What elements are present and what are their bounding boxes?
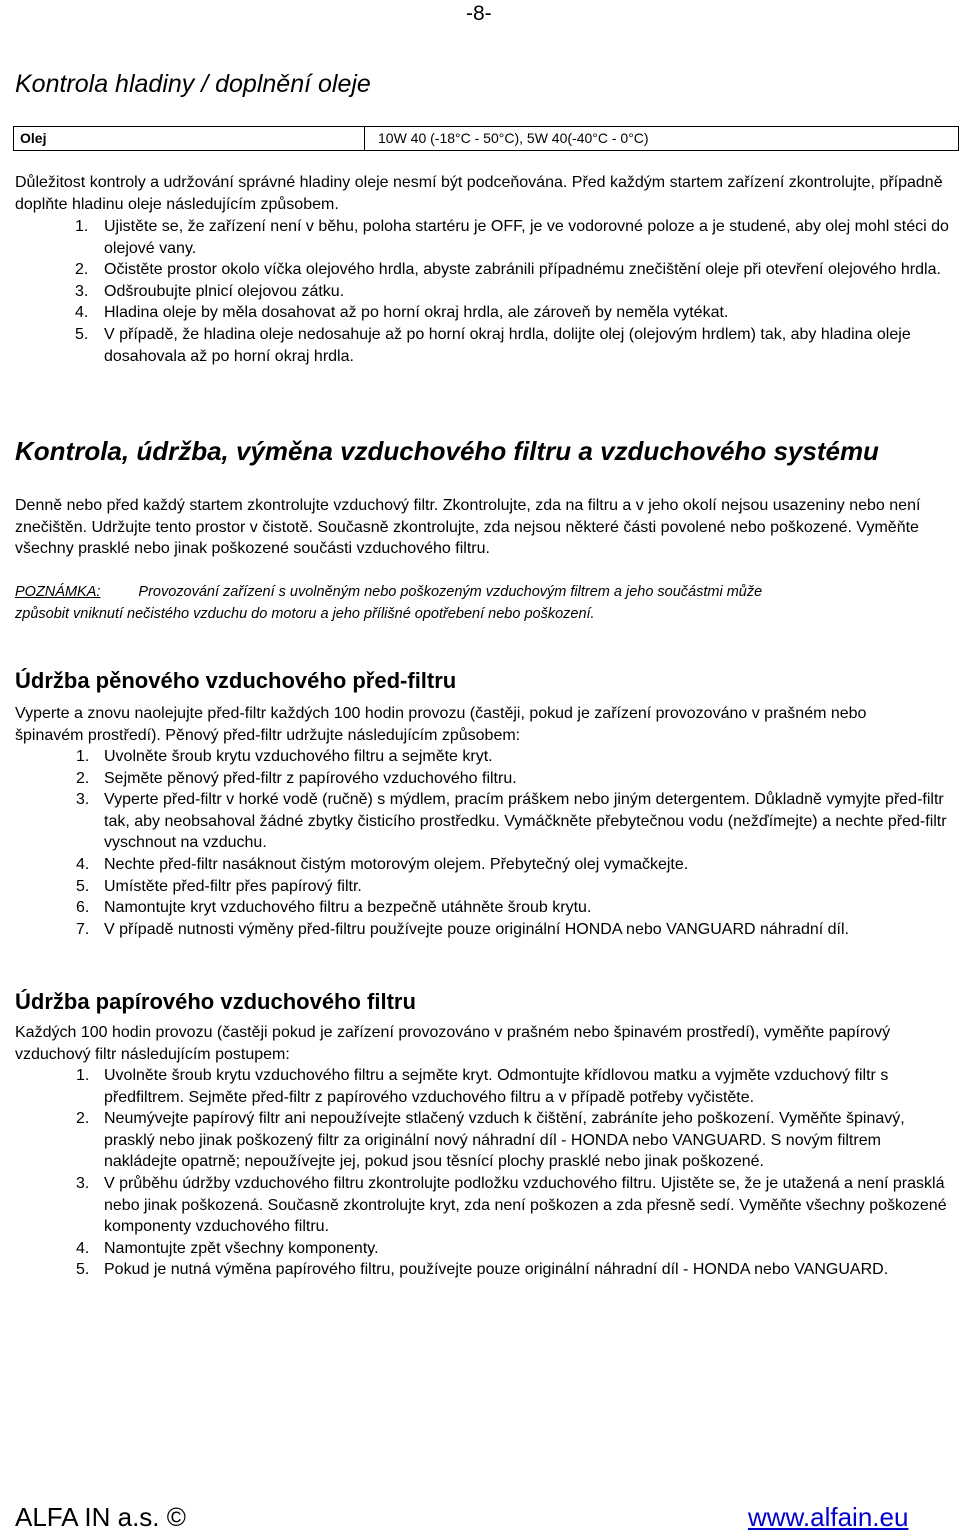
list-item	[0, 1108, 955, 1173]
list-item	[0, 919, 950, 941]
list-item-number: 4.	[76, 1239, 90, 1257]
list-item-text: Neumývejte papírový filtr ani nepoužívejte stlačený vzduch k čištění, zabráníte jeho poškození. Vyměňte špinavý, prasklý nebo jinak poškozený filtr za originální nový náhradní díl - HONDA nebo VANGUARD. S novým filtrem nakládejte opatrně; nepoužívejte jej, pokud jsou těsnící plochy prasklé nebo jinak poškozené.	[104, 1110, 905, 1171]
air-note	[15, 582, 950, 625]
list-item	[0, 1259, 955, 1281]
list-item	[0, 281, 955, 303]
list-item	[0, 854, 950, 876]
air-section-title: Kontrola, údržba, výměna vzduchového filtru a vzduchového systému	[15, 436, 879, 466]
list-item	[0, 1173, 955, 1238]
paper-section-title: Údržba papírového vzduchového filtru	[15, 989, 416, 1014]
list-item-text: V případě, že hladina oleje nedosahuje až po horní okraj hrdla, dolijte olej (olejovým hrdlem) tak, aby hladina oleje dosahovala až po horní okraj hrdla.	[104, 325, 911, 365]
list-item-number: 4.	[75, 304, 89, 322]
oil-steps-list	[0, 216, 955, 367]
foam-intro: Vyperte a znovu naolejujte před-filtr každých 100 hodin provozu (častěji, pokud je zařízení provozováno v prašném nebo špinavém prostředí). Pěnový před-filtr udržujte následujícím způsobem:	[15, 705, 867, 744]
list-item-number: 6.	[76, 899, 90, 917]
list-item-text: Namontujte zpět všechny komponenty.	[104, 1239, 379, 1257]
list-item-text: Uvolněte šroub krytu vzduchového filtru a sejměte kryt. Odmontujte křídlovou matku a vyjměte vzduchový filtr s předfiltrem. Sejměte před-filtr z papírového vzduchového filtru a v případě potřeby vyčistěte.	[104, 1067, 889, 1106]
oil-spec-table	[13, 126, 959, 151]
paper-intro: Každých 100 hodin provozu (častěji pokud je zařízení provozováno v prašném nebo špinavém prostředí), vyměňte papírový vzduchový filtr následujícím postupem:	[15, 1024, 891, 1063]
list-item-text: Hladina oleje by měla dosahovat až po horní okraj hrdla, ale zároveň by neměla vytékat.	[104, 304, 729, 322]
list-item-text: Nechte před-filtr nasáknout čistým motorovým olejem. Přebytečný olej vymačkejte.	[104, 855, 689, 873]
list-item-number: 5.	[76, 1261, 90, 1279]
note-label: POZNÁMKA:	[15, 584, 101, 600]
oil-section-title: Kontrola hladiny / doplnění oleje	[15, 70, 371, 98]
list-item-text: Pokud je nutná výměna papírového filtru, používejte pouze originální náhradní díl - HONDA nebo VANGUARD.	[104, 1261, 889, 1279]
list-item-text: Namontujte kryt vzduchového filtru a bezpečně utáhněte šroub krytu.	[104, 899, 592, 917]
footer-website-link[interactable]: www.alfain.eu	[748, 1502, 909, 1532]
list-item	[0, 259, 955, 281]
list-item-number: 1.	[76, 1067, 90, 1084]
list-item	[0, 789, 950, 854]
list-item-text: V případě nutnosti výměny před-filtru používejte pouze originální HONDA nebo VANGUARD náhradní díl.	[104, 920, 849, 938]
list-item-number: 3.	[76, 791, 90, 809]
note-text: Provozování zařízení s uvolněným nebo poškozeným vzduchovým filtrem a jeho součástmi může	[138, 584, 763, 600]
list-item-text: Odšroubujte plnicí olejovou zátku.	[104, 282, 345, 300]
list-item	[0, 216, 955, 259]
list-item-number: 7.	[76, 920, 90, 938]
list-item-number: 1.	[76, 748, 90, 765]
page-number: -8-	[466, 2, 492, 25]
list-item-text: Sejměte pěnový před-filtr z papírového vzduchového filtru.	[104, 769, 517, 787]
list-item	[0, 746, 950, 768]
oil-spec-value: 10W 40 (-18°C - 50°C), 5W 40(-40°C - 0°C)	[378, 130, 649, 146]
list-item-text: Vyperte před-filtr v horké vodě (ručně) s mýdlem, pracím práškem nebo jiným detergentem. Důkladně vymyjte před-filtr tak, aby neobsahoval žádné zbytky čisticího prostředku. Vymáčkněte přebytečnou vodu (nežďímejte) a nechte před-filtr vyschnout na vzduchu.	[104, 791, 947, 852]
list-item-text: Očistěte prostor okolo víčka olejového hrdla, abyste zabránili případnému znečištění oleje při otevření olejového hrdla.	[104, 261, 941, 279]
list-item	[0, 1238, 955, 1260]
list-item-number: 2.	[76, 1110, 90, 1128]
list-item-text: Ujistěte se, že zařízení není v běhu, poloha startéru je OFF, je ve vodorovné poloze a je studené, aby olej mohl stéci do olejové vany.	[104, 218, 949, 257]
list-item-number: 2.	[76, 769, 90, 787]
list-item-number: 5.	[75, 325, 89, 343]
list-item-number: 2.	[75, 261, 89, 279]
list-item	[0, 1065, 955, 1108]
air-body: Denně nebo před každý startem zkontrolujte vzduchový filtr. Zkontrolujte, zda na filtru a v jeho okolí nejsou usazeniny nebo není znečištěn. Udržujte tento prostor v čistotě. Současně zkontrolujte, zda nejsou některé části povolené nebo poškozené. Vyměňte všechny prasklé nebo jinak poškozené součásti vzduchového filtru.	[15, 497, 921, 558]
list-item	[0, 897, 950, 919]
list-item	[0, 302, 955, 324]
list-item-number: 5.	[76, 877, 90, 895]
list-item	[0, 768, 950, 790]
list-item	[0, 876, 950, 898]
foam-section-title: Údržba pěnového vzduchového před-filtru	[15, 668, 457, 693]
list-item-number: 3.	[75, 282, 89, 300]
note-text-2: způsobit vniknutí nečistého vzduchu do motoru a jeho přílišné opotřebení nebo poškození.	[15, 605, 595, 622]
foam-steps-list	[0, 746, 950, 940]
oil-spec-divider	[364, 127, 365, 150]
footer-company: ALFA IN a.s. ©	[15, 1502, 186, 1532]
list-item-number: 3.	[76, 1174, 90, 1192]
paper-steps-list	[0, 1065, 955, 1281]
list-item-text: Umístěte před-filtr přes papírový filtr.	[104, 877, 362, 895]
list-item	[0, 324, 955, 367]
list-item-number: 1.	[75, 218, 89, 235]
oil-intro: Důležitost kontroly a udržování správné hladiny oleje nesmí být podceňována. Před každým startem zařízení zkontrolujte, případně doplňte hladinu oleje následujícím způsobem.	[15, 174, 943, 213]
list-item-number: 4.	[76, 855, 90, 873]
oil-spec-label: Olej	[20, 130, 47, 146]
list-item-text: Uvolněte šroub krytu vzduchového filtru a sejměte kryt.	[104, 748, 493, 765]
list-item-text: V průběhu údržby vzduchového filtru zkontrolujte podložku vzduchového filtru. Ujistěte se, že je utažená a není prasklá nebo jinak poškozená. Současně zkontrolujte kryt, zda není poškozen a zda přesně sedí. Vyměňte všechny poškozené komponenty vzduchového filtru.	[104, 1174, 947, 1236]
